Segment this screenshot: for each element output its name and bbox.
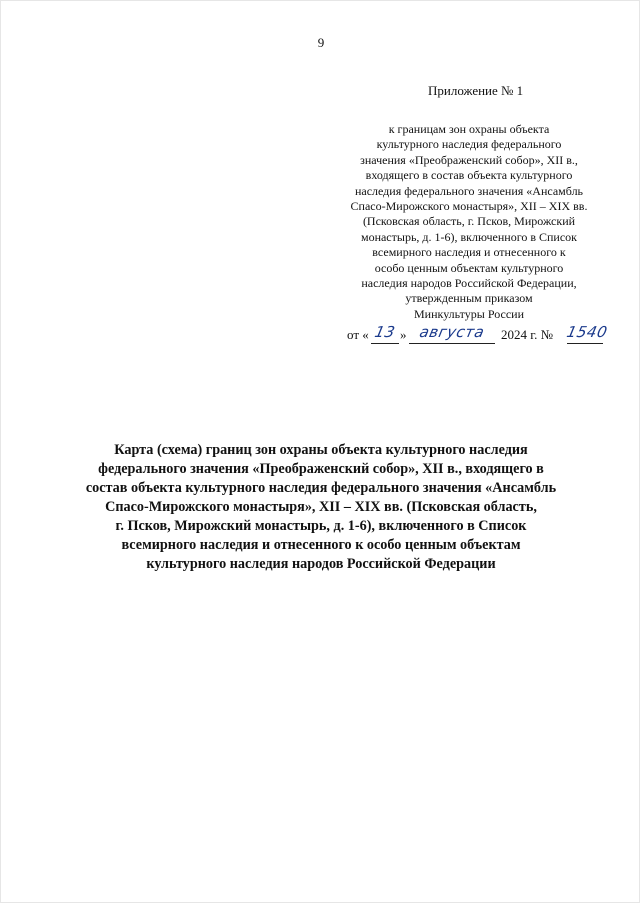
order-prefix: от « bbox=[347, 327, 369, 342]
document-title-line: Карта (схема) границ зон охраны объекта культурного наследия bbox=[114, 442, 528, 458]
order-number-handwritten: 1540 bbox=[565, 323, 610, 341]
appendix-caption-line: особо ценным объектам культурного bbox=[374, 260, 564, 275]
order-day-field bbox=[371, 323, 399, 344]
order-month-field bbox=[409, 323, 495, 344]
appendix-caption-line: значения «Преображенский собор», XII в., bbox=[360, 152, 578, 167]
document-title-line: федерального значения «Преображенский собор», XII в., входящего в bbox=[98, 461, 544, 477]
appendix-caption-line: наследия народов Российской Федерации, bbox=[361, 276, 577, 291]
order-mid: » bbox=[400, 327, 407, 342]
document-title-line: состав объекта культурного наследия федерального значения «Ансамбль bbox=[85, 480, 557, 496]
appendix-caption-line: Спасо-Мирожского монастыря», XII – XIX вв. bbox=[350, 199, 588, 214]
appendix-caption-line: Минкультуры России bbox=[414, 306, 524, 321]
order-date-line bbox=[347, 319, 610, 347]
appendix-caption-line: всемирного наследия и отнесенного к bbox=[372, 245, 566, 260]
page-number: 9 bbox=[317, 35, 325, 50]
appendix-caption-line: наследия федерального значения «Ансамбль bbox=[354, 183, 584, 198]
appendix-caption-line: входящего в состав объекта культурного bbox=[365, 168, 573, 183]
document-title-line: г. Псков, Мирожский монастырь, д. 1-6), включенного в Список bbox=[115, 518, 527, 534]
appendix-caption-line: (Псковская область, г. Псков, Мирожский bbox=[362, 214, 576, 229]
order-month-handwritten: августа bbox=[417, 323, 487, 341]
order-day-handwritten: 13 bbox=[373, 323, 397, 341]
appendix-caption-line: утвержденным приказом bbox=[405, 291, 533, 306]
appendix-caption bbox=[321, 122, 617, 322]
appendix-heading: Приложение № 1 bbox=[428, 83, 524, 98]
document-title-line: Спасо-Мирожского монастыря», XII – XIX вв. (Псковская область, bbox=[105, 499, 537, 515]
document-title bbox=[51, 441, 591, 574]
appendix-caption-line: монастырь, д. 1-6), включенного в Список bbox=[360, 229, 578, 244]
order-year: 2024 г. № bbox=[501, 327, 554, 342]
appendix-caption-line: культурного наследия федерального bbox=[376, 137, 562, 152]
document-title-line: культурного наследия народов Российской Федерации bbox=[146, 556, 496, 572]
order-number-field bbox=[565, 323, 610, 344]
appendix-caption-line: к границам зон охраны объекта bbox=[388, 122, 550, 136]
document-title-line: всемирного наследия и отнесенного к особо ценным объектам bbox=[121, 537, 521, 553]
